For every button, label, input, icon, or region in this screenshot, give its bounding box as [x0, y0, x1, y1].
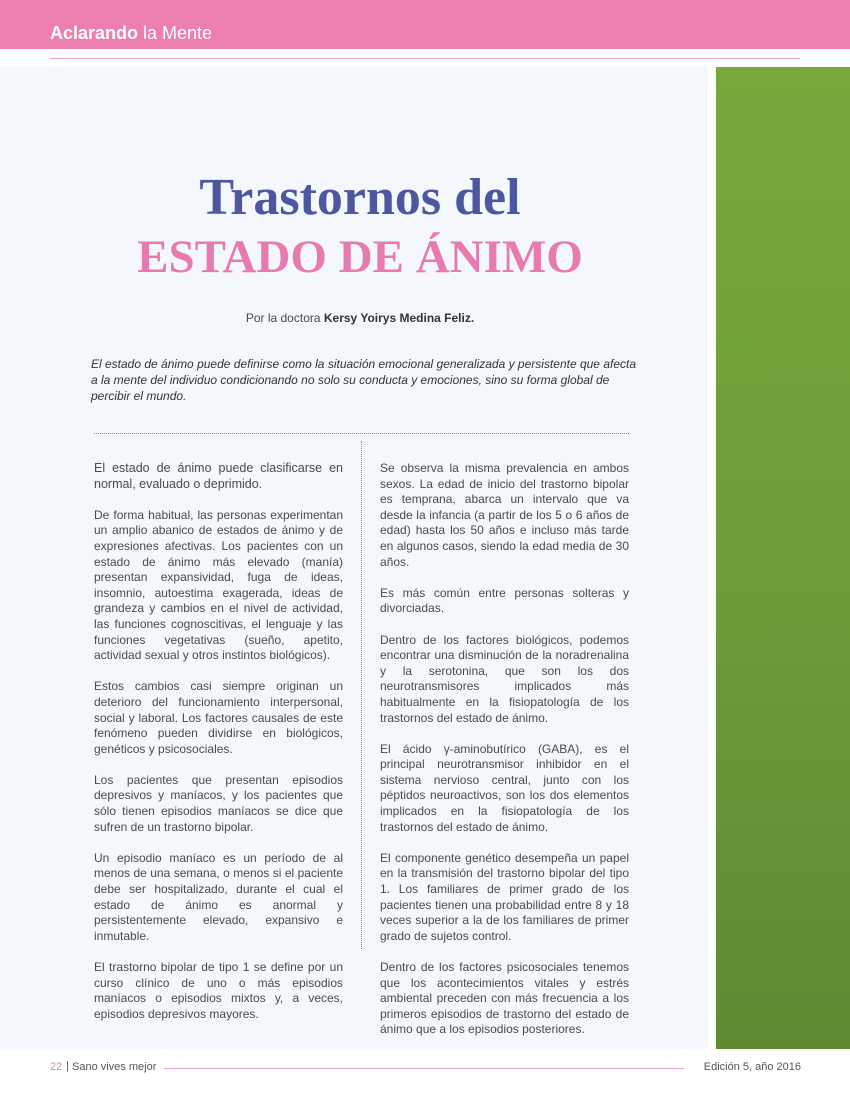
section-label — [50, 22, 212, 44]
side-decoration-bar — [716, 67, 850, 1049]
left-column — [94, 461, 343, 1038]
header-rule — [50, 58, 800, 59]
paragraph: El componente genético desempeña un papel en la transmisión del trastorno bipolar del tipo 1. Los familiares de primer grado de los pacientes tienen una probabilidad entre 8 y 18 veces superior a la de los familiares de primer grado de sujetos control. — [380, 850, 629, 943]
publication-name: Sano vives mejor — [72, 1061, 157, 1073]
right-column — [380, 461, 629, 1054]
column-dotted-divider — [361, 441, 362, 949]
section-label-bold: Aclarando — [50, 23, 139, 43]
byline — [0, 311, 720, 325]
byline-prefix: Por la doctora — [245, 311, 324, 325]
article-title-line-2: ESTADO DE ÁNIMO — [137, 231, 583, 283]
article-intro: El estado de ánimo puede definirse como la situación emocional generalizada y persistente que afecta a la mente del individuo condicionando no solo su conducta y emociones, sino su forma global de percibir el mundo. — [91, 357, 637, 403]
footer-rule — [164, 1068, 684, 1069]
paragraph: El ácido γ-aminobutírico (GABA), es el principal neurotransmisor inhibidor en el sistema nervioso central, junto con los péptidos neuroactivos, son los dos elementos implicados en la fisiopatología de los trastornos del estado de ánimo. — [380, 741, 629, 834]
edition-label: Edición 5, año 2016 — [703, 1061, 801, 1073]
horizontal-dotted-divider — [94, 433, 629, 434]
paragraph: Se observa la misma prevalencia en ambos sexos. La edad de inicio del trastorno bipolar es temprana, abarca un intervalo que va desde la infancia (a partir de los 5 o 6 años de edad) hasta los 50 años e incluso más tarde en algunos casos, siendo la edad media de 30 años. — [380, 461, 629, 569]
paragraph: Dentro de los factores psicosociales tenemos que los acontecimientos vitales y estrés ambiental preceden con más frecuencia a los primeros episodios de trastorno del estado de ánimo que a los episodios posteriores. — [380, 960, 629, 1037]
page-number: 22 — [50, 1061, 63, 1073]
article-title-line-1: Trastornos del — [199, 169, 521, 226]
paragraph: El estado de ánimo puede clasificarse en normal, evaluado o deprimido. — [94, 461, 343, 491]
paragraph: De forma habitual, las personas experimentan un amplio abanico de estados de ánimo y de expresiones afectivas. Los pacientes con un estado de ánimo más elevado (manía) presentan expansividad, fuga de ideas, insomnio, autoestima exagerada, ideas de grandeza y cambios en el nivel de actividad, las funciones cognoscitivas, el lenguaje y las funciones vegetativas (sueño, apetito, actividad sexual y otros instintos biológicos). — [94, 507, 343, 663]
paragraph: Un episodio maníaco es un período de al menos de una semana, o menos si el paciente debe ser hospitalizado, durante el cual el estado de ánimo es anormal y persistentemente elevado, expansivo e inmutable. — [94, 850, 343, 943]
footer-separator: | — [66, 1060, 69, 1072]
paragraph: Los pacientes que presentan episodios depresivos y maníacos, y los pacientes que sólo tienen episodios maníacos se dice que sufren de un trastorno bipolar. — [94, 772, 343, 834]
byline-author: Kersy Yoirys Medina Feliz. — [323, 311, 475, 325]
paragraph: Es más común entre personas solteras y divorciadas. — [380, 585, 629, 616]
paragraph: El trastorno bipolar de tipo 1 se define por un curso clínico de uno o más episodios maníacos o episodios mixtos y, a veces, episodios depresivos mayores. — [94, 960, 343, 1021]
section-label-rest: la Mente — [138, 23, 213, 43]
paragraph: Estos cambios casi siempre originan un deterioro del funcionamiento interpersonal, social y laboral. Los factores causales de este fenómeno pueden dividirse en biológicos, genéticos y psicosociales. — [94, 679, 343, 756]
paragraph: Dentro de los factores biológicos, podemos encontrar una disminución de la noradrenalina y la serotonina, que son los dos neurotransmisores implicados más habitualmente en la fisiopatología de los trastornos del estado de ánimo. — [380, 632, 629, 725]
